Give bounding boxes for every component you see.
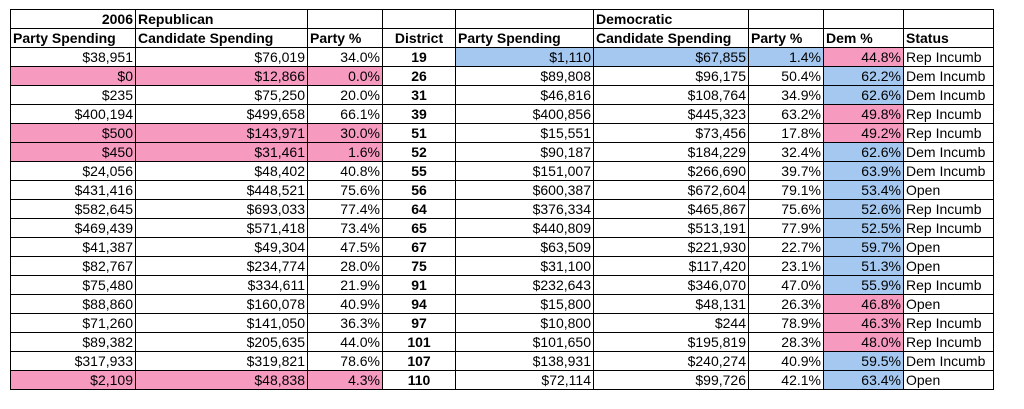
col-header-rep-party-spending: Party Spending bbox=[11, 29, 136, 48]
rep-party-spending-cell: $88,860 bbox=[11, 295, 136, 314]
dem-party-spending-cell: $232,643 bbox=[456, 276, 594, 295]
dem-candidate-spending-cell: $221,930 bbox=[594, 238, 749, 257]
table-row bbox=[11, 67, 994, 86]
dem-pct-cell: 49.8% bbox=[824, 105, 904, 124]
dem-party-spending-cell: $101,650 bbox=[456, 333, 594, 352]
rep-party-spending-cell: $450 bbox=[11, 143, 136, 162]
dem-party-pct-cell: 34.9% bbox=[749, 86, 824, 105]
header-row-top bbox=[11, 10, 994, 29]
rep-party-pct-cell: 44.0% bbox=[308, 333, 383, 352]
dem-candidate-spending-cell: $73,456 bbox=[594, 124, 749, 143]
year-header: 2006 bbox=[11, 10, 136, 29]
dem-party-pct-cell: 47.0% bbox=[749, 276, 824, 295]
dem-party-pct-cell: 32.4% bbox=[749, 143, 824, 162]
col-header-rep-candidate-spending: Candidate Spending bbox=[136, 29, 308, 48]
dem-party-pct-cell: 1.4% bbox=[749, 48, 824, 67]
district-cell: 56 bbox=[383, 181, 456, 200]
header-empty-cell bbox=[904, 10, 994, 29]
dem-party-pct-cell: 26.3% bbox=[749, 295, 824, 314]
table-row bbox=[11, 181, 994, 200]
rep-party-pct-cell: 20.0% bbox=[308, 86, 383, 105]
district-cell: 19 bbox=[383, 48, 456, 67]
dem-candidate-spending-cell: $513,191 bbox=[594, 219, 749, 238]
table-row bbox=[11, 257, 994, 276]
status-cell: Rep Incumb bbox=[904, 333, 994, 352]
dem-pct-cell: 49.2% bbox=[824, 124, 904, 143]
dem-party-pct-cell: 42.1% bbox=[749, 371, 824, 390]
rep-candidate-spending-cell: $234,774 bbox=[136, 257, 308, 276]
dem-pct-cell: 46.8% bbox=[824, 295, 904, 314]
rep-party-spending-cell: $582,645 bbox=[11, 200, 136, 219]
status-cell: Rep Incumb bbox=[904, 276, 994, 295]
col-header-dem-party-pct: Party % bbox=[749, 29, 824, 48]
dem-pct-cell: 44.8% bbox=[824, 48, 904, 67]
table-row bbox=[11, 200, 994, 219]
table-row bbox=[11, 371, 994, 390]
district-cell: 91 bbox=[383, 276, 456, 295]
rep-party-spending-cell: $500 bbox=[11, 124, 136, 143]
democratic-header: Democratic bbox=[594, 10, 749, 29]
rep-candidate-spending-cell: $48,402 bbox=[136, 162, 308, 181]
district-cell: 31 bbox=[383, 86, 456, 105]
header-row-columns bbox=[11, 29, 994, 48]
rep-party-pct-cell: 77.4% bbox=[308, 200, 383, 219]
dem-candidate-spending-cell: $48,131 bbox=[594, 295, 749, 314]
dem-party-spending-cell: $400,856 bbox=[456, 105, 594, 124]
district-cell: 101 bbox=[383, 333, 456, 352]
dem-party-pct-cell: 79.1% bbox=[749, 181, 824, 200]
table-row bbox=[11, 124, 994, 143]
dem-party-spending-cell: $600,387 bbox=[456, 181, 594, 200]
rep-candidate-spending-cell: $334,611 bbox=[136, 276, 308, 295]
dem-party-pct-cell: 77.9% bbox=[749, 219, 824, 238]
header-empty-cell bbox=[749, 10, 824, 29]
rep-party-spending-cell: $469,439 bbox=[11, 219, 136, 238]
table-row bbox=[11, 295, 994, 314]
status-cell: Rep Incumb bbox=[904, 200, 994, 219]
dem-pct-cell: 63.9% bbox=[824, 162, 904, 181]
dem-candidate-spending-cell: $244 bbox=[594, 314, 749, 333]
dem-party-spending-cell: $1,110 bbox=[456, 48, 594, 67]
rep-candidate-spending-cell: $49,304 bbox=[136, 238, 308, 257]
dem-candidate-spending-cell: $346,070 bbox=[594, 276, 749, 295]
dem-candidate-spending-cell: $117,420 bbox=[594, 257, 749, 276]
dem-candidate-spending-cell: $465,867 bbox=[594, 200, 749, 219]
rep-party-pct-cell: 21.9% bbox=[308, 276, 383, 295]
table-row bbox=[11, 352, 994, 371]
table-row bbox=[11, 143, 994, 162]
dem-party-pct-cell: 23.1% bbox=[749, 257, 824, 276]
rep-party-spending-cell: $41,387 bbox=[11, 238, 136, 257]
rep-candidate-spending-cell: $143,971 bbox=[136, 124, 308, 143]
district-cell: 75 bbox=[383, 257, 456, 276]
rep-party-spending-cell: $89,382 bbox=[11, 333, 136, 352]
rep-candidate-spending-cell: $448,521 bbox=[136, 181, 308, 200]
rep-party-pct-cell: 73.4% bbox=[308, 219, 383, 238]
dem-party-spending-cell: $151,007 bbox=[456, 162, 594, 181]
status-cell: Dem Incumb bbox=[904, 162, 994, 181]
district-cell: 51 bbox=[383, 124, 456, 143]
dem-candidate-spending-cell: $96,175 bbox=[594, 67, 749, 86]
rep-party-spending-cell: $317,933 bbox=[11, 352, 136, 371]
dem-pct-cell: 59.5% bbox=[824, 352, 904, 371]
dem-party-spending-cell: $31,100 bbox=[456, 257, 594, 276]
dem-pct-cell: 62.6% bbox=[824, 86, 904, 105]
dem-party-spending-cell: $89,808 bbox=[456, 67, 594, 86]
dem-party-spending-cell: $15,800 bbox=[456, 295, 594, 314]
rep-candidate-spending-cell: $319,821 bbox=[136, 352, 308, 371]
dem-party-pct-cell: 28.3% bbox=[749, 333, 824, 352]
district-cell: 55 bbox=[383, 162, 456, 181]
dem-party-spending-cell: $46,816 bbox=[456, 86, 594, 105]
status-cell: Open bbox=[904, 238, 994, 257]
status-cell: Dem Incumb bbox=[904, 143, 994, 162]
table-row bbox=[11, 219, 994, 238]
dem-pct-cell: 53.4% bbox=[824, 181, 904, 200]
dem-party-pct-cell: 75.6% bbox=[749, 200, 824, 219]
dem-pct-cell: 52.5% bbox=[824, 219, 904, 238]
status-cell: Rep Incumb bbox=[904, 105, 994, 124]
dem-party-pct-cell: 50.4% bbox=[749, 67, 824, 86]
dem-party-spending-cell: $440,809 bbox=[456, 219, 594, 238]
district-cell: 107 bbox=[383, 352, 456, 371]
rep-party-spending-cell: $431,416 bbox=[11, 181, 136, 200]
dem-pct-cell: 62.6% bbox=[824, 143, 904, 162]
dem-pct-cell: 48.0% bbox=[824, 333, 904, 352]
district-cell: 26 bbox=[383, 67, 456, 86]
rep-party-pct-cell: 0.0% bbox=[308, 67, 383, 86]
rep-party-spending-cell: $75,480 bbox=[11, 276, 136, 295]
rep-party-spending-cell: $235 bbox=[11, 86, 136, 105]
district-cell: 97 bbox=[383, 314, 456, 333]
rep-candidate-spending-cell: $48,838 bbox=[136, 371, 308, 390]
header-empty-cell bbox=[824, 10, 904, 29]
dem-party-pct-cell: 40.9% bbox=[749, 352, 824, 371]
status-cell: Open bbox=[904, 181, 994, 200]
rep-candidate-spending-cell: $693,033 bbox=[136, 200, 308, 219]
rep-party-pct-cell: 30.0% bbox=[308, 124, 383, 143]
rep-party-spending-cell: $400,194 bbox=[11, 105, 136, 124]
table-row bbox=[11, 86, 994, 105]
status-cell: Rep Incumb bbox=[904, 48, 994, 67]
rep-party-spending-cell: $82,767 bbox=[11, 257, 136, 276]
col-header-district: District bbox=[383, 29, 456, 48]
rep-party-pct-cell: 66.1% bbox=[308, 105, 383, 124]
table-row bbox=[11, 276, 994, 295]
header-empty-cell bbox=[383, 10, 456, 29]
rep-party-pct-cell: 78.6% bbox=[308, 352, 383, 371]
spending-table bbox=[10, 9, 994, 390]
status-cell: Rep Incumb bbox=[904, 314, 994, 333]
dem-party-spending-cell: $376,334 bbox=[456, 200, 594, 219]
dem-party-spending-cell: $10,800 bbox=[456, 314, 594, 333]
status-cell: Open bbox=[904, 257, 994, 276]
rep-candidate-spending-cell: $205,635 bbox=[136, 333, 308, 352]
district-cell: 39 bbox=[383, 105, 456, 124]
col-header-dem-party-spending: Party Spending bbox=[456, 29, 594, 48]
dem-candidate-spending-cell: $266,690 bbox=[594, 162, 749, 181]
dem-candidate-spending-cell: $108,764 bbox=[594, 86, 749, 105]
district-cell: 110 bbox=[383, 371, 456, 390]
table-row bbox=[11, 48, 994, 67]
rep-party-spending-cell: $24,056 bbox=[11, 162, 136, 181]
dem-pct-cell: 59.7% bbox=[824, 238, 904, 257]
rep-candidate-spending-cell: $160,078 bbox=[136, 295, 308, 314]
status-cell: Dem Incumb bbox=[904, 67, 994, 86]
dem-pct-cell: 46.3% bbox=[824, 314, 904, 333]
dem-party-pct-cell: 17.8% bbox=[749, 124, 824, 143]
status-cell: Dem Incumb bbox=[904, 86, 994, 105]
table-row bbox=[11, 105, 994, 124]
dem-pct-cell: 55.9% bbox=[824, 276, 904, 295]
dem-candidate-spending-cell: $99,726 bbox=[594, 371, 749, 390]
status-cell: Rep Incumb bbox=[904, 124, 994, 143]
district-cell: 52 bbox=[383, 143, 456, 162]
dem-party-spending-cell: $72,114 bbox=[456, 371, 594, 390]
rep-party-pct-cell: 40.9% bbox=[308, 295, 383, 314]
rep-party-pct-cell: 47.5% bbox=[308, 238, 383, 257]
dem-party-spending-cell: $90,187 bbox=[456, 143, 594, 162]
table-row bbox=[11, 314, 994, 333]
dem-party-pct-cell: 22.7% bbox=[749, 238, 824, 257]
dem-candidate-spending-cell: $195,819 bbox=[594, 333, 749, 352]
dem-candidate-spending-cell: $184,229 bbox=[594, 143, 749, 162]
dem-party-pct-cell: 78.9% bbox=[749, 314, 824, 333]
rep-party-pct-cell: 40.8% bbox=[308, 162, 383, 181]
rep-party-pct-cell: 4.3% bbox=[308, 371, 383, 390]
header-empty-cell bbox=[308, 10, 383, 29]
dem-candidate-spending-cell: $240,274 bbox=[594, 352, 749, 371]
district-cell: 65 bbox=[383, 219, 456, 238]
rep-party-pct-cell: 1.6% bbox=[308, 143, 383, 162]
table-row bbox=[11, 333, 994, 352]
status-cell: Open bbox=[904, 371, 994, 390]
rep-party-spending-cell: $71,260 bbox=[11, 314, 136, 333]
rep-candidate-spending-cell: $31,461 bbox=[136, 143, 308, 162]
col-header-rep-party-pct: Party % bbox=[308, 29, 383, 48]
rep-party-pct-cell: 28.0% bbox=[308, 257, 383, 276]
table-row bbox=[11, 162, 994, 181]
dem-candidate-spending-cell: $445,323 bbox=[594, 105, 749, 124]
dem-pct-cell: 51.3% bbox=[824, 257, 904, 276]
rep-candidate-spending-cell: $571,418 bbox=[136, 219, 308, 238]
district-cell: 67 bbox=[383, 238, 456, 257]
dem-party-pct-cell: 39.7% bbox=[749, 162, 824, 181]
rep-party-spending-cell: $2,109 bbox=[11, 371, 136, 390]
rep-candidate-spending-cell: $12,866 bbox=[136, 67, 308, 86]
col-header-dem-pct: Dem % bbox=[824, 29, 904, 48]
header-empty-cell bbox=[456, 10, 594, 29]
col-header-dem-candidate-spending: Candidate Spending bbox=[594, 29, 749, 48]
dem-pct-cell: 63.4% bbox=[824, 371, 904, 390]
status-cell: Dem Incumb bbox=[904, 352, 994, 371]
rep-candidate-spending-cell: $141,050 bbox=[136, 314, 308, 333]
dem-party-spending-cell: $63,509 bbox=[456, 238, 594, 257]
status-cell: Open bbox=[904, 295, 994, 314]
district-cell: 64 bbox=[383, 200, 456, 219]
dem-party-pct-cell: 63.2% bbox=[749, 105, 824, 124]
rep-party-spending-cell: $0 bbox=[11, 67, 136, 86]
rep-party-pct-cell: 36.3% bbox=[308, 314, 383, 333]
rep-party-spending-cell: $38,951 bbox=[11, 48, 136, 67]
rep-candidate-spending-cell: $75,250 bbox=[136, 86, 308, 105]
rep-candidate-spending-cell: $499,658 bbox=[136, 105, 308, 124]
dem-party-spending-cell: $138,931 bbox=[456, 352, 594, 371]
col-header-status: Status bbox=[904, 29, 994, 48]
dem-party-spending-cell: $15,551 bbox=[456, 124, 594, 143]
dem-pct-cell: 62.2% bbox=[824, 67, 904, 86]
dem-pct-cell: 52.6% bbox=[824, 200, 904, 219]
republican-header: Republican bbox=[136, 10, 308, 29]
status-cell: Rep Incumb bbox=[904, 219, 994, 238]
rep-party-pct-cell: 75.6% bbox=[308, 181, 383, 200]
district-cell: 94 bbox=[383, 295, 456, 314]
table-row bbox=[11, 238, 994, 257]
rep-candidate-spending-cell: $76,019 bbox=[136, 48, 308, 67]
rep-party-pct-cell: 34.0% bbox=[308, 48, 383, 67]
dem-candidate-spending-cell: $67,855 bbox=[594, 48, 749, 67]
dem-candidate-spending-cell: $672,604 bbox=[594, 181, 749, 200]
